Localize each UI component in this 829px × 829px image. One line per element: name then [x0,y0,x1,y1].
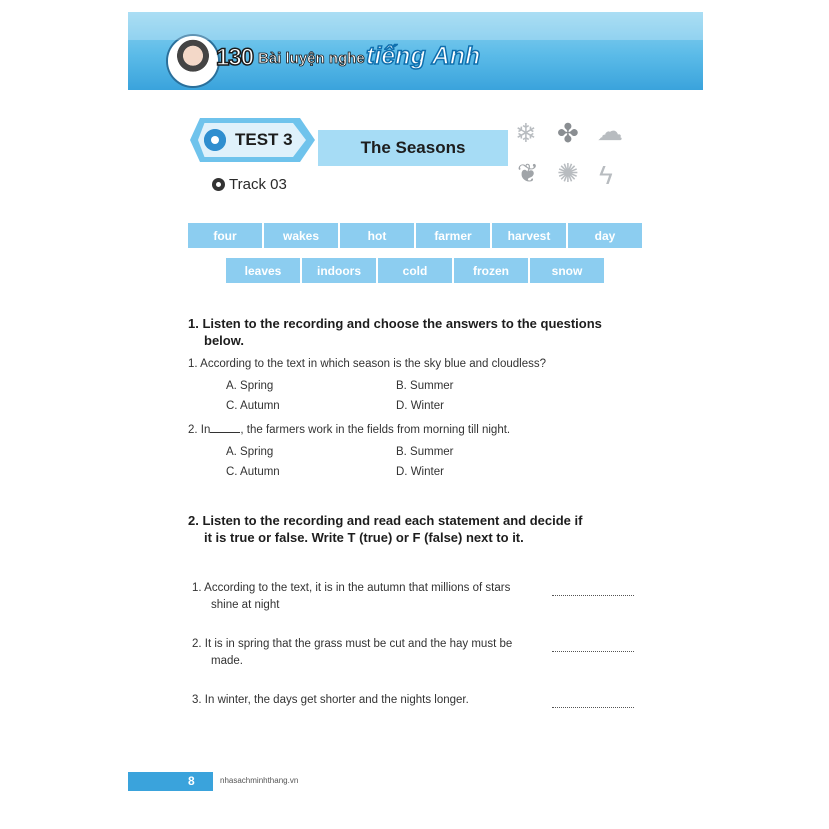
track-label[interactable] [212,176,287,193]
track-text: Track 03 [229,176,287,193]
word-bank-word: four [188,223,262,248]
answer-line[interactable] [552,594,634,596]
option-d[interactable]: D. Winter [396,466,444,478]
gear-icon [204,129,226,151]
word-bank-word: indoors [302,258,376,283]
test-tab [190,118,315,162]
option-a[interactable]: A. Spring [226,446,274,458]
weather-icons [513,118,638,198]
word-bank-word: cold [378,258,452,283]
lightning-icon: ϟ [599,160,613,190]
leaf-icon: ❦ [517,158,539,188]
option-c[interactable]: C. Autumn [226,400,280,412]
question-1: 1. According to the text in which season is the sky blue and cloudless? [188,358,546,370]
snowflake-icon: ❄ [515,118,537,148]
audio-disc-icon [212,178,225,191]
word-bank-row-1 [188,223,642,248]
word-bank-word: farmer [416,223,490,248]
option-b[interactable]: B. Summer [396,380,454,392]
word-bank-word: snow [530,258,604,283]
option-c[interactable]: C. Autumn [226,466,280,478]
question-2: 2. In , the farmers work in the fields from morning till night. [188,424,511,436]
maple-leaf-icon: ✤ [557,118,579,148]
banner-number: 130 [216,44,254,71]
word-bank-word: day [568,223,642,248]
option-b[interactable]: B. Summer [396,446,454,458]
test-title: The Seasons [318,130,508,166]
option-a[interactable]: A. Spring [226,380,274,392]
test-label: TEST 3 [235,130,293,149]
answer-line[interactable] [552,706,634,708]
header-banner [128,12,703,90]
workbook-page [128,12,703,797]
section-1-title: 1. Listen to the recording and choose the answers to the questions below. [188,316,602,348]
word-bank-word: leaves [226,258,300,283]
word-bank-word: frozen [454,258,528,283]
section-2-title: 2. Listen to the recording and read each statement and decide if it is true or false. Write T (true) or F (false) next to it. [188,513,583,545]
answer-blank[interactable] [210,432,240,433]
word-bank-word: harvest [492,223,566,248]
banner-subtitle: Bài luyện nghe [258,50,365,67]
word-bank-row-2 [226,258,604,283]
cloud-icon: ☁ [597,116,623,146]
footer-bar [128,772,213,791]
word-bank-word: hot [340,223,414,248]
author-avatar [168,36,218,86]
page-number: 8 [188,774,195,788]
footer-website: nhasachminhthang.vn [220,776,299,785]
statement-1: 1. According to the text, it is in the autumn that millions of stars shine at night [192,582,511,611]
answer-line[interactable] [552,650,634,652]
statement-2: 2. It is in spring that the grass must be cut and the hay must be made. [192,638,513,667]
option-d[interactable]: D. Winter [396,400,444,412]
statement-3: 3. In winter, the days get shorter and the nights longer. [192,694,469,706]
sun-icon: ✺ [557,158,579,188]
word-bank-word: wakes [264,223,338,248]
banner-title: tiếng Anh [366,42,481,70]
